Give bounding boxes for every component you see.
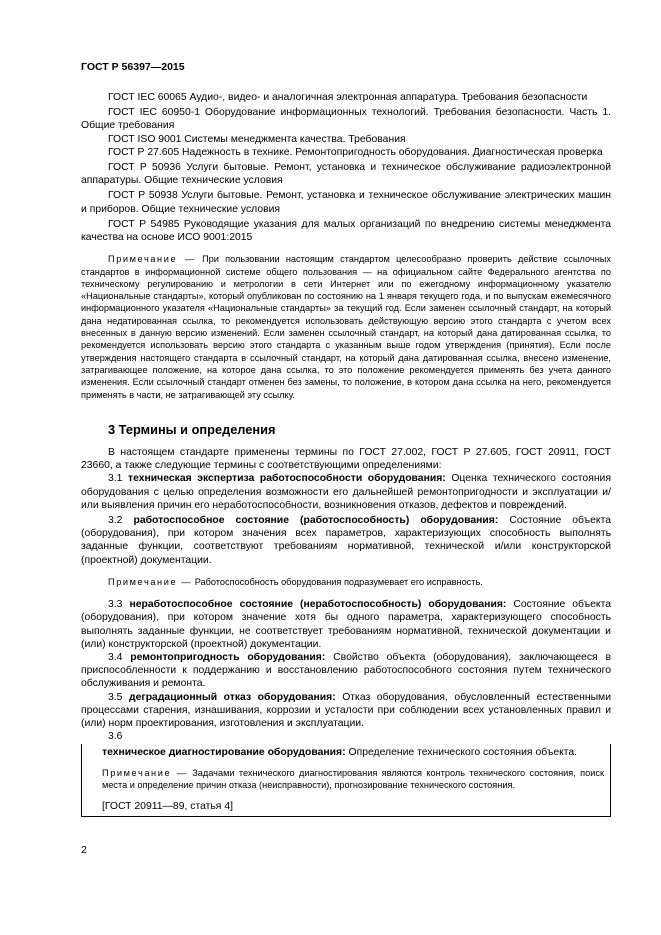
note-text: Работоспособность оборудования подразумевает его исправность. — [194, 576, 483, 587]
term-note — [102, 767, 604, 792]
ref-item: ГОСТ Р 27.605 Надежность в технике. Ремонтопригодность оборудования. Диагностическая проверка — [108, 146, 603, 158]
term-definition: Свойство объекта (оборудования), заключающееся в приспособленности к поддержанию и восстановлению работоспособного состояния путем технического обслуживания и ремонта. — [81, 651, 611, 690]
term-number: 3.4 — [108, 651, 123, 663]
term-source-reference: [ГОСТ 20911—89, статья 4] — [102, 801, 233, 813]
ref-item: ГОСТ Р 50938 Услуги бытовые. Ремонт, установка и техническое обслуживание электрических машин и приборов. Общие технические условия — [81, 190, 611, 215]
document-header: ГОСТ Р 56397—2015 — [81, 61, 185, 73]
term-definition: Состояние объекта (оборудования), при котором значение хотя бы одного параметра, характеризующего способность выполнять заданные функции, не соответствует требованиям нормативной, технической документации и (или) конструкторской (проектной) документации. — [81, 599, 611, 650]
note-text: При пользовании настоящим стандартом целесообразно проверить действие ссылочных стандартов в информационной системе общего пользования — на официальном сайте Федерального агентства по техническому регулированию и метрологии в сети Интернет или по ежегодному информационному указателю «Национальные стандарты», который опубликован по состоянию на 1 января текущего года, и по выпускам ежемесячного информационного указателя «Национальные стандарты» за текущий год. Если заменен ссылочный стандарт, на который дана недатированная ссылка, то рекомендуется использовать действующую версию этого стандарта с учетом всех внесенных в данную версию изменений. Если заменен ссылочный стандарт, на который дана датированная ссылка, то рекомендуется использовать версию этого стандарта с указанным выше годом утверждения (принятия). Если после утверждения настоящего стандарта в ссылочный стандарт, на который дана датированная ссылка, внесено изменение, затрагивающее положение, на которое дана ссылка, то это положение рекомендуется применять без учета данного изменения. Если ссылочный стандарт отменен без замены, то положение, в котором дана ссылка на него, рекомендуется применять в части, не затрагивающей эту ссылку. — [81, 254, 611, 400]
term-name: техническая экспертиза работоспособности оборудования: — [128, 473, 446, 485]
term-number: 3.1 — [108, 473, 123, 485]
term-note — [81, 576, 611, 588]
term-name: деградационный отказ оборудования: — [129, 691, 336, 703]
term-name: неработоспособное состояние (неработоспособность) оборудования: — [129, 599, 507, 611]
term-3-5 — [81, 691, 611, 731]
term-number: 3.2 — [108, 515, 123, 527]
term-3-6-box — [81, 744, 611, 817]
term-3-6 — [102, 746, 604, 759]
page-content — [81, 91, 611, 817]
term-definition: Отказ оборудования, обусловленный естественными процессами старения, изнашивания, коррозии и усталости при соблюдении всех установленных правил и (или) норм проектирования, изготовления и эксплуатации. — [81, 691, 611, 729]
term-name: ремонтопригодность оборудования: — [130, 651, 326, 663]
term-number: 3.5 — [108, 691, 123, 703]
note-label: Примечание — — [102, 767, 188, 778]
page-number: 2 — [81, 844, 87, 856]
term-number: 3.3 — [108, 599, 123, 611]
term-definition: Оценка технического состояния оборудования с целью определения возможности его дальнейшей ремонтопригодности и эксплуатации и/или выявления причин его неработоспособности, возникновения отказов, дефектов и повреждений. — [81, 473, 611, 511]
note-label: Примечание — — [108, 254, 196, 265]
term-3-2 — [81, 514, 611, 567]
term-3-3 — [81, 598, 611, 651]
term-number-3-6: 3.6 — [108, 731, 123, 743]
section-heading: 3 Термины и определения — [108, 421, 276, 437]
ref-item: ГОСТ Р 50936 Услуги бытовые. Ремонт, установка и техническое обслуживание радиоэлектронной аппаратуры. Общие технические условия — [81, 162, 611, 187]
note-label: Примечание — — [108, 576, 193, 587]
section-intro: В настоящем стандарте применены термины по ГОСТ 27.002, ГОСТ Р 27.605, ГОСТ 20911, ГОСТ 23660, а также следующие термины с соответствующими определениями: — [81, 447, 611, 472]
term-definition: Определение технического состояния объекта. — [348, 747, 578, 759]
ref-item: ГОСТ IEC 60950-1 Оборудование информационных технологий. Требования безопасности. Часть 1. Общие требования — [81, 107, 611, 132]
note-text: Задачами технического диагностирования являются контроль технического состояния, поиск места и определение причин отказа (неисправности), прогнозирование технического состояния. — [102, 767, 604, 790]
ref-item: ГОСТ Р 54985 Руководящие указания для малых организаций по внедрению системы менеджмента качества на основе ИСО 9001:2015 — [81, 218, 611, 244]
term-3-1 — [81, 472, 611, 512]
ref-item: ГОСТ IEC 60065 Аудио-, видео- и аналогичная электронная аппаратура. Требования безопасности — [108, 92, 588, 103]
term-name: техническое диагностирование оборудования: — [102, 747, 346, 759]
term-name: работоспособное состояние (работоспособность) оборудования: — [133, 515, 499, 527]
term-3-4 — [81, 651, 611, 691]
term-definition: Состояние объекта (оборудования), при котором значения всех параметров, характеризующих способность выполнять заданные функции, соответствуют требованиям нормативной, технической и/или конструкторской (проектной) документации. — [81, 515, 612, 566]
reference-note — [81, 253, 611, 401]
ref-item: ГОСТ ISO 9001 Системы менеджмента качества. Требования — [108, 133, 406, 145]
